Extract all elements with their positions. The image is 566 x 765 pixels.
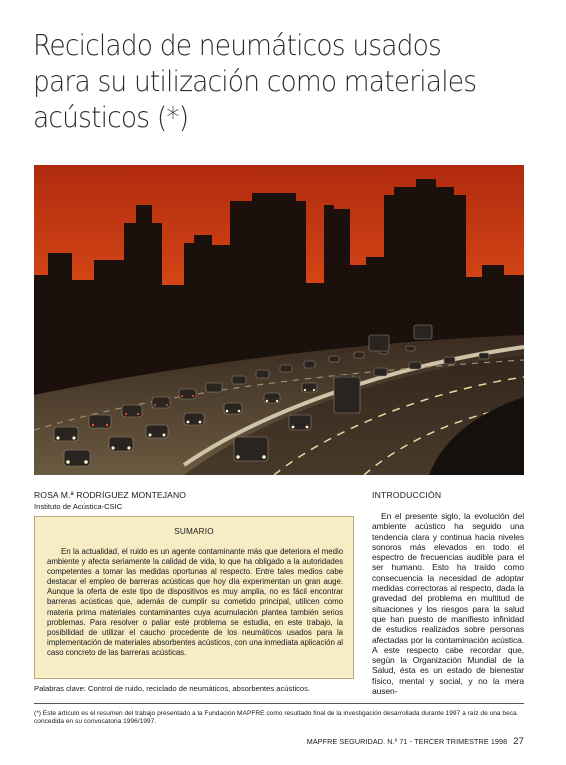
article-title xyxy=(33,28,498,136)
city-skyline-highway-photo xyxy=(34,165,524,475)
author-name: ROSA M.ª RODRÍGUEZ MONTEJANO xyxy=(34,490,187,500)
page-number: 27 xyxy=(513,736,524,747)
summary-box xyxy=(34,516,354,679)
introduction-heading: INTRODUCCIÓN xyxy=(372,490,442,500)
introduction-text: En el presente siglo, la evolución del ambiente acústico ha seguido una tendencia clara y continua hacia niveles sonoros más elevados en todo el espectro de frecuencias audible para el ser humano. Esto ha traído como consecuencia la necesidad de adoptar medidas correctoras al respecto, dada la gravedad del problema en multitud de situaciones y los riesgos para la salud que han puesto de manifiesto infinidad de estudios realizados sobre personas afectadas por la contaminación acústica. A este respecto cabe recordar que, según la Organización Mundial de la Salud, ésta es un estado de bienestar físico, mental y social, y no la mera ausen- xyxy=(372,511,524,697)
keywords: Palabras clave: Control de ruido, reciclado de neumáticos, absorbentes acústicos. xyxy=(34,684,311,693)
title-line-2: para su utilización como materiales xyxy=(33,65,477,98)
footnote: (*) Este artículo es el resumen del trabajo presentado a la Fundación MAPFRE como resultado final de la investigación desarrollada durante 1997 a raíz de una beca concedida en su convocatoria 1996/1997. xyxy=(34,710,517,726)
footnote-divider xyxy=(34,703,524,704)
photo-illustration xyxy=(34,165,524,475)
summary-heading: SUMARIO xyxy=(174,527,214,536)
author-affiliation: Instituto de Acústica-CSIC xyxy=(34,502,123,511)
summary-text: En la actualidad, el ruido es un agente contaminante más que deteriora el medio ambiente y afecta seriamente la calidad de vida, lo que ha obligado a la autoridades competentes a tomar las medidas oportunas al respecto. Entre tales medios cabe destacar el empleo de barreras acústicas que hoy día experimentan un gran auge. Aunque la oferta de este tipo de dispositivos es muy amplia, no es fácil encontrar barreras acústicas que, además de cumplir su cometido principal, utilicen como materia prima materiales contaminantes cuya acumulación plantea también serios problemas. Para resolver o paliar este problema se estudia, en este trabajo, la posibilidad de utilizar el caucho procedente de los neumáticos usados para la implementación de materiales absorbentes acústicos, con una inmediata aplicación al caso concreto de las barreras acústicas. xyxy=(47,547,343,657)
page-footer xyxy=(307,736,524,747)
journal-info: MAPFRE SEGURIDAD. N.º 71 - TERCER TRIMESTRE 1998 xyxy=(306,737,508,746)
title-line-3: acústicos (*) xyxy=(33,101,189,134)
title-line-1: Reciclado de neumáticos usados xyxy=(33,29,442,62)
